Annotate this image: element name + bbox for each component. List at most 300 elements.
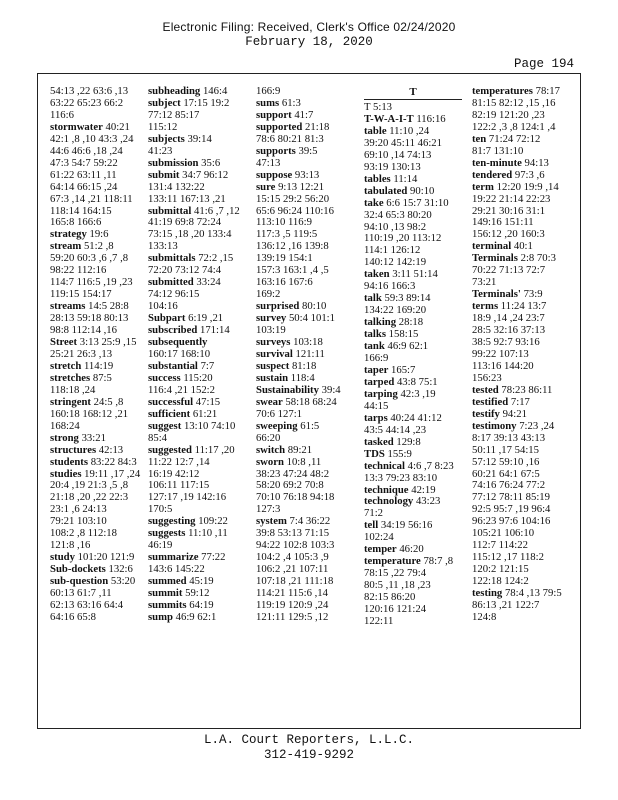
index-page-refs: 79:21 103:10 (50, 515, 107, 528)
index-page-refs: 77:12 78:11 85:19 (472, 491, 550, 504)
index-term: tendered (472, 168, 513, 181)
index-page-refs: 65:6 96:24 110:16 (256, 204, 334, 217)
index-page-refs: 38:23 47:24 48:2 (256, 467, 330, 480)
index-page-refs: 70:10 76:18 94:18 (256, 491, 335, 504)
index-term: sums (256, 96, 280, 109)
index-page-refs: 11:14 (390, 172, 418, 185)
index-term: swear (256, 395, 283, 408)
index-page-refs: 39:20 45:11 46:21 (364, 136, 442, 149)
index-term: temperature (364, 555, 421, 568)
reporter-name: L.A. Court Reporters, L.L.C. (203, 733, 415, 747)
index-page-refs: 40:21 (102, 120, 130, 133)
index-page-refs: 157:3 163:1 ,4 ,5 (256, 264, 329, 277)
index-page-refs: 113:10 116:9 (256, 216, 312, 229)
index-page-refs: 73:15 ,18 ,20 133:4 (148, 228, 232, 241)
index-page-refs: 104:2 ,4 105:3 ,9 (256, 551, 329, 564)
index-term: terminal (472, 240, 512, 253)
index-page-refs: 136:12 ,16 139:8 (256, 240, 329, 253)
index-page-refs: 133:13 (148, 240, 178, 253)
index-page-refs: 46:9 62:1 (384, 340, 429, 353)
index-page-refs: 121:11 129:5 ,12 (256, 610, 329, 623)
index-page-refs: 169:2 (256, 288, 281, 301)
index-page-refs: 58:20 69:2 70:8 (256, 479, 324, 492)
index-term: technology (364, 495, 414, 508)
index-page-refs: 47:15 (193, 395, 221, 408)
index-column-2 (148, 86, 248, 624)
index-page-refs: 13:10 74:10 (181, 419, 236, 432)
index-page-refs: 98:8 112:14 ,16 (50, 324, 117, 337)
index-page-refs: 6:6 15:7 31:10 (383, 196, 449, 209)
index-page-refs: 72:2 ,15 (195, 252, 234, 265)
index-term: terms (472, 300, 499, 313)
index-page-refs: 114:7 116:5 ,19 ,23 (50, 276, 133, 289)
index-page-refs: 119:19 120:9 ,24 (256, 598, 329, 611)
index-term: strong (50, 431, 79, 444)
index-page-refs: 41:23 (148, 144, 173, 157)
index-page-refs: 59:12 (182, 587, 210, 600)
index-page-refs: 47:3 54:7 59:22 (50, 156, 118, 169)
index-page-refs: 78:4 ,13 79:5 (502, 587, 562, 600)
index-page-refs: 101:20 121:9 (74, 551, 135, 564)
index-page-refs: 42:1 ,8 ,10 43:3 ,24 (50, 132, 134, 145)
index-page-refs: 59:20 60:3 ,6 ,7 ,8 (50, 252, 129, 265)
index-page-refs: 34:7 96:12 (179, 168, 229, 181)
index-term: supported (256, 120, 303, 133)
index-page-refs: 103:19 (256, 324, 286, 337)
index-term: subheading (148, 86, 201, 97)
index-page-refs: 118:14 164:15 (50, 204, 112, 217)
index-page-refs: 171:14 (197, 324, 230, 337)
index-term: sub-question (50, 575, 109, 588)
index-page-refs: 17:15 19:2 (180, 96, 230, 109)
index-page-refs: 112:7 114:22 (472, 539, 528, 552)
index-page-refs: 106:11 117:15 (148, 479, 210, 492)
index-page-refs: 81:15 82:12 ,15 ,16 (472, 96, 556, 109)
index-page-refs: 115:12 (148, 120, 178, 133)
index-column-3 (256, 86, 356, 624)
index-page-refs: 7:4 36:22 (286, 515, 331, 528)
index-page-refs: 110:19 ,20 113:12 (364, 232, 442, 245)
index-term: stretches (50, 371, 91, 384)
index-letter-heading: T (364, 86, 462, 100)
index-term: ten (472, 132, 487, 145)
index-page-refs: 33:21 (78, 431, 106, 444)
index-page-refs: 61:22 63:11 ,11 (50, 168, 117, 181)
index-page-refs: 129:8 (393, 435, 421, 448)
index-page-refs: 35:6 (198, 156, 221, 169)
index-page-refs: 7:17 (508, 395, 530, 408)
index-page-refs: 132:6 (105, 563, 133, 576)
index-term: Sub-dockets (50, 563, 106, 576)
index-page-refs: 127:17 ,19 142:16 (148, 491, 227, 504)
index-page-refs: 39:8 53:13 71:15 (256, 527, 330, 540)
index-term: submit (148, 168, 180, 181)
index-page-refs: 82:15 86:20 (364, 591, 416, 604)
index-page-refs: T 5:13 (364, 102, 393, 113)
index-entry-continuation (256, 612, 356, 624)
index-term: temper (364, 543, 397, 556)
index-term: support (256, 108, 292, 121)
index-term: submittals (148, 252, 196, 265)
index-page-refs: 85:4 (148, 431, 168, 444)
index-term: taper (364, 363, 389, 376)
index-page-refs: 41:19 69:8 72:24 (148, 216, 222, 229)
index-page-refs: 99:22 107:13 (472, 347, 529, 360)
index-page-refs: 14:5 28:8 (85, 300, 129, 313)
index-page-refs: 41:6 ,7 ,12 (191, 204, 240, 217)
index-term: sure (256, 180, 276, 193)
index-page-refs: 16:19 42:12 (148, 467, 200, 480)
index-term: suggested (148, 443, 192, 456)
index-page-refs: 82:19 121:20 ,23 (472, 108, 545, 121)
index-page-refs: 108:2 ,8 112:18 (50, 527, 117, 540)
index-term: sustain (256, 371, 289, 384)
index-term: stretch (50, 359, 82, 372)
index-page-refs: 61:21 (190, 407, 218, 420)
index-page-refs: 10:8 ,11 (283, 455, 322, 468)
index-page-refs: 121:8 ,16 (50, 539, 91, 552)
index-page-refs: 67:3 ,14 ,21 118:11 (50, 192, 133, 205)
index-page-refs: 92:5 95:7 ,19 96:4 (472, 503, 551, 516)
index-page-refs: 158:15 (385, 328, 419, 341)
index-page-refs: 133:11 167:13 ,21 (148, 192, 226, 205)
reporter-phone: 312-419-9292 (263, 748, 354, 762)
index-page-refs: 146:4 (200, 86, 228, 97)
index-column-5 (472, 86, 572, 624)
index-term: summit (148, 587, 183, 600)
index-page-refs: 119:15 154:17 (50, 288, 112, 301)
index-page-refs: 98:22 112:16 (50, 264, 107, 277)
index-page-refs: 89:21 (285, 443, 313, 456)
index-page-refs: 78:23 86:11 (498, 383, 553, 396)
page-number: Page 194 (513, 57, 574, 71)
index-page-refs: 34:19 56:16 (378, 519, 433, 532)
index-page-refs: 40:24 41:12 (387, 411, 442, 424)
index-page-refs: 160:17 168:10 (148, 347, 211, 360)
index-term: TDS (364, 447, 385, 460)
index-page-refs: 53:20 (108, 575, 136, 588)
index-page-refs: 156:12 ,20 160:3 (472, 228, 545, 241)
index-term: successful (148, 395, 194, 408)
index-page-refs: 6:19 ,21 (185, 312, 224, 325)
index-page-refs: 71:24 72:12 (486, 132, 541, 145)
index-term: sworn (256, 455, 284, 468)
index-page-refs: 93:19 130:13 (364, 160, 421, 173)
index-term: surprised (256, 300, 300, 313)
index-page-refs: 114:19 (81, 359, 114, 372)
index-term: table (364, 124, 387, 137)
index-page-refs: 61:3 (279, 96, 301, 109)
index-term: suggesting (148, 515, 196, 528)
index-page-refs: 69:10 ,14 74:13 (364, 148, 432, 161)
filing-date: February 18, 2020 (245, 35, 373, 49)
index-page-refs: 149:16 151:11 (472, 216, 534, 229)
index-page-refs: 102:24 (364, 531, 394, 544)
index-page-refs: 73:9 (520, 288, 543, 301)
index-term: subject (148, 96, 181, 109)
index-page-refs: 47:13 (256, 156, 281, 169)
index-page-refs: 140:12 142:19 (364, 256, 427, 269)
index-page-refs: 94:16 166:3 (364, 280, 416, 293)
index-term: technique (364, 483, 409, 496)
index-page-refs: 120:2 121:15 (472, 563, 529, 576)
index-page-refs: 28:13 59:18 80:13 (50, 312, 129, 325)
index-page-refs: 109:22 (195, 515, 228, 528)
index-page-refs: 118:4 (288, 371, 315, 384)
index-page-refs: 155:9 (384, 447, 412, 460)
index-page-refs: 77:12 85:17 (148, 108, 200, 121)
index-term: suggests (148, 527, 186, 540)
index-page-refs: 42:13 (96, 443, 124, 456)
index-page-refs: 44:15 (364, 399, 389, 412)
index-page-refs: 61:5 (297, 419, 320, 432)
index-page-refs: 64:14 66:15 ,24 (50, 180, 118, 193)
index-page-refs: 45:19 (186, 575, 214, 588)
index-term: success (148, 371, 181, 384)
index-page-refs: 115:12 ,17 118:2 (472, 551, 544, 564)
index-page-refs: 71:2 (364, 507, 384, 520)
index-page-refs: 39:5 (295, 144, 318, 157)
index-term: substantial (148, 359, 198, 372)
index-term: suggest (148, 419, 182, 432)
index-term: tell (364, 519, 379, 532)
index-page-refs: 80:5 ,11 ,18 ,23 (364, 579, 431, 592)
index-page-refs: 23:1 ,6 24:13 (50, 503, 107, 516)
index-term: Terminals' (472, 288, 521, 301)
index-page-refs: 8:17 39:13 43:13 (472, 431, 546, 444)
index-page-refs: 46:9 62:1 (172, 610, 217, 623)
index-term: testified (472, 395, 509, 408)
index-page-refs: 51:2 ,8 (81, 240, 114, 253)
index-page-refs: 19:6 (86, 228, 109, 241)
index-page-refs: 103:18 (290, 336, 323, 349)
index-page-refs: 4:6 ,7 8:23 (404, 459, 454, 472)
index-term: temperatures (472, 86, 533, 97)
index-term: tarps (364, 411, 388, 424)
index-page-refs: 13:3 79:23 83:10 (364, 471, 438, 484)
index-page-refs: 113:16 144:20 (472, 359, 534, 372)
index-term: taken (364, 268, 390, 281)
index-page-refs: 40:1 (511, 240, 533, 253)
index-term: submitted (148, 276, 194, 289)
index-page-refs: 105:21 106:10 (472, 527, 535, 540)
index-term: supports (256, 144, 296, 157)
index-term: study (50, 551, 75, 564)
index-term: tarped (364, 375, 395, 388)
index-page-refs: 70:6 127:1 (256, 407, 303, 420)
index-page-refs: 59:3 89:14 (381, 292, 431, 305)
index-page-refs: 77:22 (198, 551, 226, 564)
index-term: subsequently (148, 336, 208, 349)
index-page-refs: 60:21 64:1 67:5 (472, 467, 540, 480)
index-page-refs: 116:16 (413, 112, 446, 125)
index-page-refs: 74:12 96:15 (148, 288, 200, 301)
index-page-refs: 25:21 26:3 ,13 (50, 347, 113, 360)
index-page-refs: 107:18 ,21 111:18 (256, 575, 334, 588)
index-term: ten-minute (472, 156, 522, 169)
index-page-refs: 114:1 126:12 (364, 244, 421, 257)
index-term: testify (472, 407, 500, 420)
index-term: stream (50, 240, 82, 253)
index-term: sweeping (256, 419, 298, 432)
index-page-refs: 93:13 (292, 168, 320, 181)
index-page-refs: 104:16 (148, 300, 178, 313)
index-page-refs: 78:7 ,8 (420, 555, 454, 568)
index-page-refs: 46:19 (148, 539, 173, 552)
index-page-refs: 11:10 ,11 (185, 527, 228, 540)
index-term: talks (364, 328, 386, 341)
index-page-refs: 78:6 80:21 81:3 (256, 132, 324, 145)
index-page-refs: 11:22 12:7 ,14 (148, 455, 210, 468)
index-page-refs: 57:12 59:10 ,16 (472, 455, 540, 468)
index-page-refs: 11:17 ,20 (191, 443, 235, 456)
index-page-refs: 54:13 ,22 63:6 ,13 (50, 86, 129, 97)
index-page-refs: 11:24 13:7 (498, 300, 547, 313)
index-page-refs: 11:10 ,24 (386, 124, 430, 137)
index-term: take (364, 196, 384, 209)
index-page-refs: 106:2 ,21 107:11 (256, 563, 329, 576)
index-page-refs: 73:21 (472, 276, 497, 289)
index-entry-continuation (50, 612, 150, 624)
index-page-refs: 58:18 68:24 (282, 395, 337, 408)
index-term: survey (256, 312, 287, 325)
index-page-refs: 78:17 (532, 86, 560, 97)
index-term: sufficient (148, 407, 191, 420)
index-page-refs: 122:2 ,3 ,8 124:1 ,4 (472, 120, 556, 133)
index-page-refs: 28:5 32:16 37:13 (472, 324, 546, 337)
index-page-refs: 2:8 70:3 (517, 252, 556, 265)
index-page-refs: 19:22 21:14 22:23 (472, 192, 551, 205)
index-term: submission (148, 156, 199, 169)
index-page-refs: 64:19 (186, 598, 214, 611)
filing-stamp: Electronic Filing: Received, Clerk's Office 02/24/2020 (162, 20, 456, 34)
index-term: suppose (256, 168, 293, 181)
index-page-refs: 43:8 75:1 (394, 375, 438, 388)
index-term: structures (50, 443, 97, 456)
index-page-refs: 19:11 ,17 ,24 (81, 467, 141, 480)
index-page-refs: 90:10 (407, 184, 435, 197)
index-page-refs: 78:15 ,22 79:4 (364, 567, 427, 580)
index-page-refs: 20:4 ,19 21:3 ,5 ,8 (50, 479, 129, 492)
index-page-refs: 166:9 (364, 352, 389, 365)
index-page-refs: 127:3 (256, 503, 281, 516)
index-term: streams (50, 300, 86, 313)
index-column-1 (50, 86, 150, 624)
index-page-refs: 116:6 (50, 108, 74, 121)
index-term: surveys (256, 336, 291, 349)
index-page-refs: 122:18 124:2 (472, 575, 529, 588)
index-page-refs: 41:7 (291, 108, 314, 121)
index-page-refs: 121:11 (292, 347, 325, 360)
index-term: summed (148, 575, 187, 588)
index-page-refs: 21:18 ,20 ,22 22:3 (50, 491, 129, 504)
index-term: tasked (364, 435, 394, 448)
index-term: stormwater (50, 120, 103, 133)
index-page-refs: 33:24 (193, 276, 221, 289)
index-page-refs: 62:13 63:16 64:4 (50, 598, 124, 611)
index-page-refs: 7:7 (197, 359, 215, 372)
index-page-refs: 72:20 73:12 74:4 (148, 264, 222, 277)
index-page-refs: 114:21 115:6 ,14 (256, 587, 328, 600)
index-page-refs: 43:23 (413, 495, 441, 508)
index-page-refs: 74:16 76:24 77:2 (472, 479, 546, 492)
index-page-refs: 39:14 (184, 132, 212, 145)
index-term: Terminals (472, 252, 518, 265)
index-page-refs: 96:23 97:6 104:16 (472, 515, 551, 528)
index-entry-continuation (472, 612, 572, 624)
index-term: students (50, 455, 89, 468)
index-term: testing (472, 587, 503, 600)
index-term: Sustainability (256, 383, 319, 396)
index-page-refs: 143:6 145:22 (148, 563, 205, 576)
index-term: suspect (256, 359, 290, 372)
index-page-refs: 60:13 61:7 ,11 (50, 587, 112, 600)
index-term: stringent (50, 395, 91, 408)
index-term: sump (148, 610, 173, 623)
index-page-refs: 94:13 (521, 156, 549, 169)
index-page-refs: 160:18 168:12 ,21 (50, 407, 129, 420)
index-page-refs: 124:8 (472, 610, 497, 623)
index-page-refs: 81:7 131:10 (472, 144, 524, 157)
index-term: term (472, 180, 494, 193)
index-term: Subpart (148, 312, 186, 325)
index-page-refs: 120:16 121:24 (364, 603, 427, 616)
index-page-refs: 139:19 154:1 (256, 252, 313, 265)
index-term: subjects (148, 132, 185, 145)
index-term: tables (364, 172, 391, 185)
index-page-refs: 18:9 ,14 ,24 23:7 (472, 312, 545, 325)
index-term: submittal (148, 204, 192, 217)
index-page-refs: 118:18 ,24 (50, 383, 96, 396)
index-page-refs: 15:15 29:2 56:20 (256, 192, 330, 205)
index-term: testimony (472, 419, 517, 432)
index-term: subscribed (148, 324, 198, 337)
index-page-refs: 97:3 ,6 (512, 168, 545, 181)
index-page-refs: 86:13 ,21 122:7 (472, 598, 540, 611)
index-page-refs: 83:22 84:3 (88, 455, 137, 468)
index-page-refs: 50:11 ,17 54:15 (472, 443, 539, 456)
index-page-refs: 81:18 (289, 359, 317, 372)
index-page-refs: 21:18 (302, 120, 330, 133)
index-term: summits (148, 598, 187, 611)
index-page-refs: 43:5 44:14 ,23 (364, 423, 427, 436)
index-page-refs: 117:3 ,5 119:5 (256, 228, 318, 241)
index-page-refs: 12:20 19:9 ,14 (493, 180, 559, 193)
index-term: studies (50, 467, 82, 480)
index-column-4 (364, 102, 464, 628)
index-page-refs: 168:24 (50, 419, 80, 432)
index-page-refs: 24:5 ,8 (90, 395, 124, 408)
index-page-refs: 7:23 ,24 (516, 419, 555, 432)
index-page-refs: 44:6 46:6 ,18 ,24 (50, 144, 123, 157)
index-page-refs: 87:5 (90, 371, 112, 384)
index-page-refs: 134:22 169:20 (364, 304, 427, 317)
index-term: technical (364, 459, 405, 472)
index-page-refs: 32:4 65:3 80:20 (364, 208, 432, 221)
index-page-refs: 94:21 (499, 407, 527, 420)
index-page-refs: 163:16 167:6 (256, 276, 313, 289)
index-term: survival (256, 347, 293, 360)
index-term: talk (364, 292, 382, 305)
index-page-refs: 66:20 (256, 431, 281, 444)
index-term: tarping (364, 387, 398, 400)
index-page-refs: 165:8 166:6 (50, 216, 102, 229)
index-page-refs: 94:10 ,13 98:2 (364, 220, 427, 233)
index-page-refs: 3:11 51:14 (389, 268, 438, 281)
index-page-refs: 50:4 101:1 (286, 312, 335, 325)
index-page-refs: 38:5 92:7 93:16 (472, 336, 540, 349)
index-page-refs: 80:10 (299, 300, 327, 313)
